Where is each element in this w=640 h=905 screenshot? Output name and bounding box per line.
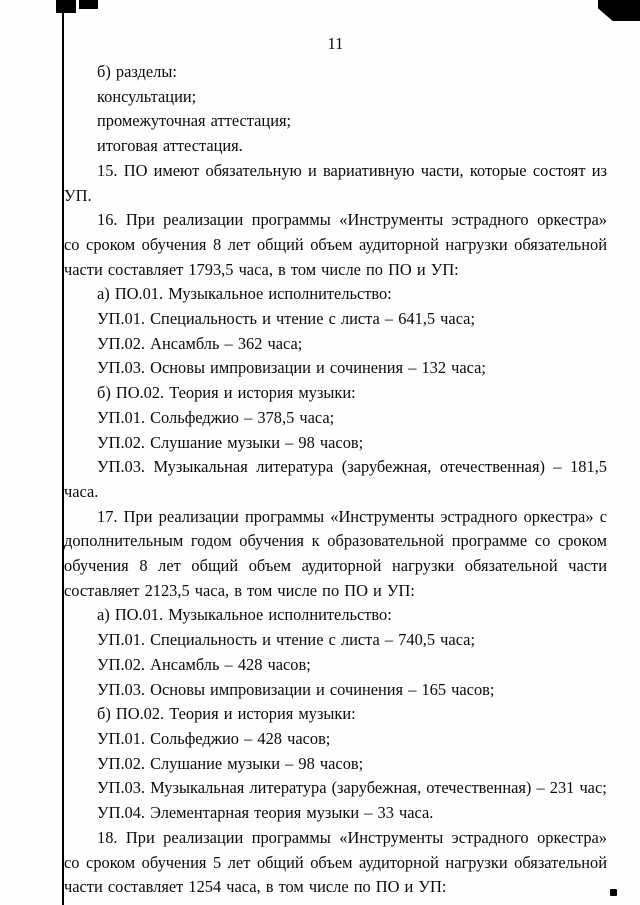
paragraph: а) ПО.01. Музыкальное исполнительство: [97, 284, 392, 304]
paragraph: УП.03. Музыкальная литература (зарубежная, отечественная) – 181,5 часа. [64, 457, 607, 501]
paragraph: б) ПО.02. Теория и история музыки: [97, 383, 356, 403]
paragraph: УП.01. Специальность и чтение с листа – 641,5 часа; [97, 309, 475, 329]
paragraph: УП.02. Ансамбль – 428 часов; [97, 654, 311, 674]
document-body [64, 60, 607, 900]
paragraph: УП.04. Элементарная теория музыки – 33 часа. [97, 803, 434, 823]
paragraph: б) ПО.02. Теория и история музыки: [97, 704, 356, 724]
scan-artifact-bottom-right [610, 889, 617, 896]
paragraph: УП.01. Сольфеджио – 378,5 часа; [97, 407, 335, 427]
paragraph: УП.01. Специальность и чтение с листа – 740,5 часа; [97, 630, 475, 650]
paragraph: 17. При реализации программы «Инструменты эстрадного оркестра» с дополнительным годом обучения к образовательной программе со сроком обучения 8 лет общий объем аудиторной нагрузки обязательной части составляет 2123,5 часа, в том числе по ПО и УП: [64, 506, 607, 600]
paragraph: консультации; [97, 86, 197, 106]
paragraph: а) ПО.01. Музыкальное исполнительство: [97, 605, 392, 625]
paragraph: 16. При реализации программы «Инструменты эстрадного оркестра» со сроком обучения 8 лет общий объем аудиторной нагрузки обязательной части составляет 1793,5 часа, в том числе по ПО и УП: [64, 210, 607, 279]
paragraph: итоговая аттестация. [97, 136, 243, 156]
paragraph: УП.02. Ансамбль – 362 часа; [97, 333, 303, 353]
scan-artifact-top-right [598, 0, 640, 21]
scan-artifact-top-left-2 [79, 0, 98, 9]
paragraph: УП.01. Сольфеджио – 428 часов; [97, 728, 331, 748]
paragraph: УП.02. Слушание музыки – 98 часов; [97, 432, 364, 452]
paragraph: 15. ПО имеют обязательную и вариативную части, которые состоят из УП. [64, 160, 607, 205]
paragraph: б) разделы: [97, 62, 177, 81]
page-number: 11 [327, 34, 344, 53]
paragraph: промежуточная аттестация; [97, 111, 292, 131]
scan-artifact-top-left-1 [56, 0, 76, 13]
paragraph: УП.02. Слушание музыки – 98 часов; [97, 753, 364, 773]
paragraph: УП.03. Музыкальная литература (зарубежная, отечественная) – 231 час; [97, 778, 607, 798]
paragraph: 18. При реализации программы «Инструменты эстрадного оркестра» со сроком обучения 5 лет общий объем аудиторной нагрузки обязательной части составляет 1254 часа, в том числе по ПО и УП: [64, 827, 607, 897]
paragraph: УП.03. Основы импровизации и сочинения – 165 часов; [97, 679, 495, 699]
paragraph: УП.03. Основы импровизации и сочинения – 132 часа; [97, 358, 486, 378]
